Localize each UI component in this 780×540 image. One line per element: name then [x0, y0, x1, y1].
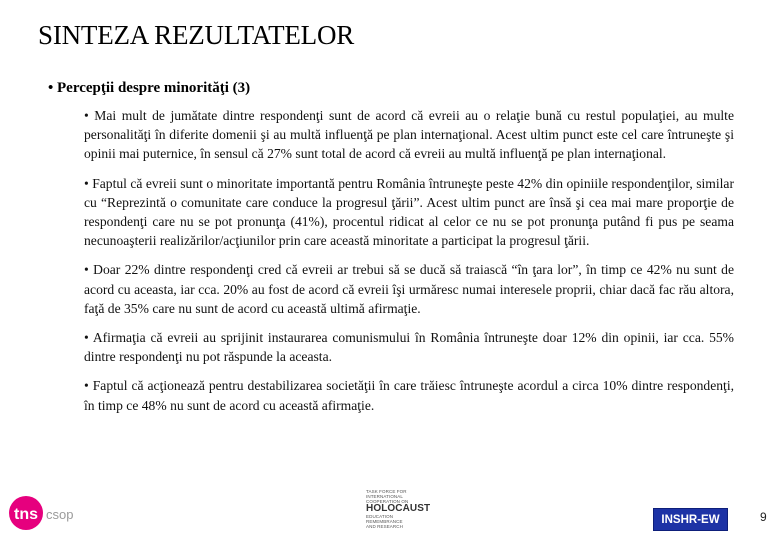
tf-line: REMEMBRANCE: [366, 519, 403, 525]
tns-csop-logo: [8, 492, 84, 534]
slide-title: SINTEZA REZULTATELOR: [38, 20, 355, 50]
finding-paragraph-4: • Afirmaţia că evreii au sprijinit instaurarea comunismului în România întruneşte doar 12% din opinii, iar cca. 55% dintre respondenţi nu pot răspunde la aceasta.: [84, 330, 734, 365]
csop-logo-text: csop: [46, 507, 74, 522]
finding-paragraph-1: • Mai mult de jumătate dintre respondenţi sunt de acord că evreii au o relaţie bună cu restul populaţiei, au multe personalităţi în diferite domenii şi au multă influenţă pe plan internaţional. Acest ultim punct este cel care întruneşte şi opinii mai puternice, în sensul că 27% sunt total de acord că evreii au multă influenţă pe plan internaţional.: [84, 108, 734, 162]
tf-line: COOPERATION ON: [366, 499, 409, 505]
task-force-holocaust-logo: [366, 489, 431, 535]
finding-paragraph-2: • Faptul că evreii sunt o minoritate importantă pentru România întruneşte peste 42% din opiniile respondenţilor, similar cu “Reprezintă o comunitate care conduce la progresul ţării”. Acest ultim punct are însă şi cea mai mare proporţie de respondenţi care nu se pot pronunţa (41%), procentul ridicat al celor ce nu se pot pronunţa putând fi pus pe seama necunoaşterii realizărilor/acţiunilor prin care această minoritate a participat la progresul ţării.: [84, 175, 734, 249]
tf-line: INTERNATIONAL: [366, 494, 403, 500]
tf-line: TASK FORCE FOR: [366, 489, 407, 494]
section-subtitle: • Percepţii despre minorităţi (3): [48, 80, 251, 96]
inshr-ew-badge: INSHR-EW: [653, 508, 728, 531]
tf-line: EDUCATION: [366, 514, 394, 520]
tns-logo-text: tns: [14, 506, 38, 523]
finding-paragraph-3: • Doar 22% dintre respondenţi cred că evreii ar trebui să se ducă să traiască “în ţara lor”, în timp ce 42% nu sunt de acord cu aceasta, iar cca. 20% au fost de acord că evreii îşi urmăresc numai interesele proprii, chiar dacă fac rău altora, faţă de 35% care nu sunt de acord cu această ultimă afirmaţie.: [84, 262, 734, 316]
tf-line: AND RESEARCH: [366, 524, 403, 530]
finding-paragraph-5: • Faptul că acţionează pentru destabilizarea societăţii în care trăiesc întruneşte acordul a circa 10% dintre respondenţi, în timp ce 48% nu sunt de acord cu această afirmaţie.: [84, 378, 734, 413]
findings-list: [84, 106, 734, 425]
tf-holocaust: HOLOCAUST: [366, 503, 431, 515]
page-number: 9: [760, 510, 767, 524]
